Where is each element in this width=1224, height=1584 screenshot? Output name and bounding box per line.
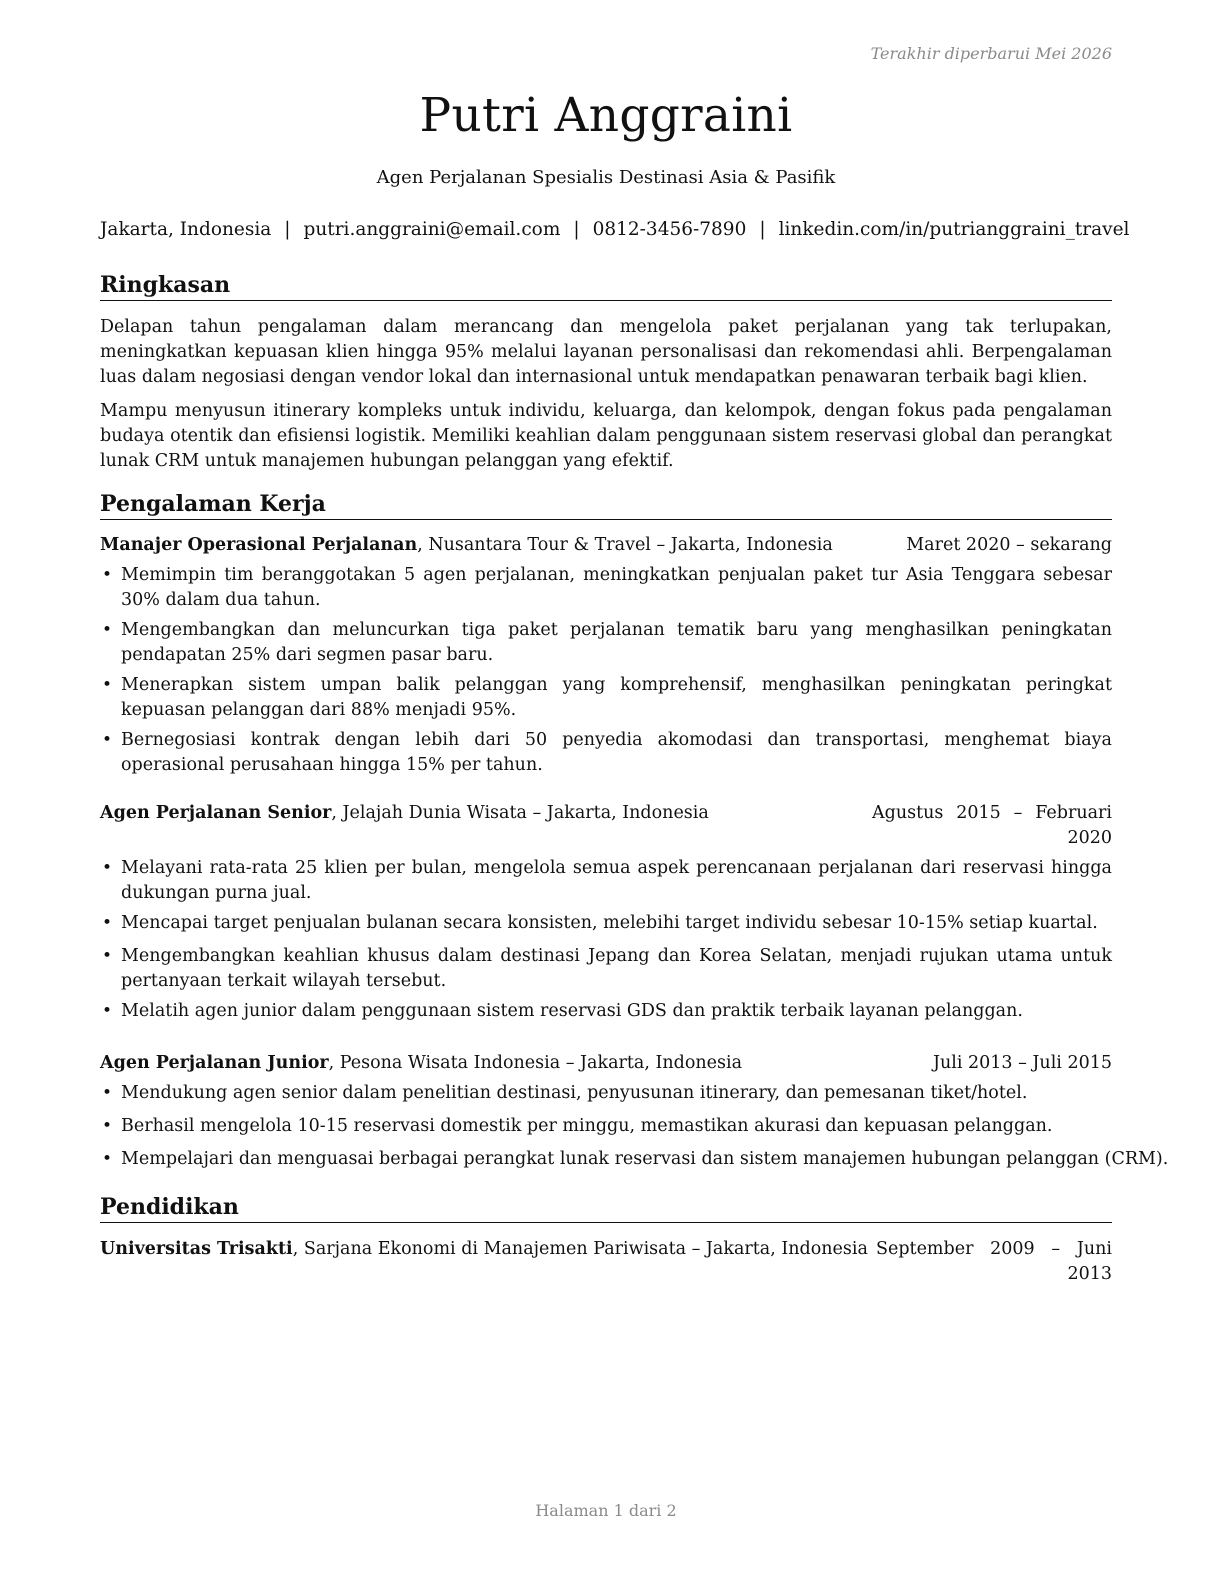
list-item: • Berhasil mengelola 10-15 reservasi domestik per minggu, memastikan akurasi dan kepuasan pelanggan. bbox=[100, 1114, 1112, 1139]
list-item: • Mengembangkan keahlian khusus dalam destinasi Jepang dan Korea Selatan, menjadi rujukan utama untuk pertanyaan terkait wilayah tersebut. bbox=[100, 944, 1112, 994]
job-dates: Maret 2020 – sekarang bbox=[906, 535, 1112, 555]
job-header bbox=[100, 533, 1112, 558]
list-item: • Melayani rata-rata 25 klien per bulan, mengelola semua aspek perencanaan perjalanan dari reservasi hingga dukungan purna jual. bbox=[100, 856, 1112, 906]
last-updated-note: Terakhir diperbarui Mei 2026 bbox=[870, 44, 1112, 63]
candidate-name: Putri Anggraini bbox=[419, 88, 793, 143]
section-heading-experience: Pengalaman Kerja bbox=[100, 490, 1112, 520]
job-bullet-list bbox=[100, 856, 1112, 1024]
contact-location: Jakarta, Indonesia bbox=[100, 219, 272, 240]
education-dates: September 2009 – Juni 2013 bbox=[876, 1239, 1112, 1284]
job-organization: , Pesona Wisata Indonesia – Jakarta, Indonesia bbox=[328, 1053, 743, 1073]
job-organization: , Jelajah Dunia Wisata – Jakarta, Indonesia bbox=[331, 803, 709, 823]
education-degree: , Sarjana Ekonomi di Manajemen Pariwisata – Jakarta, Indonesia bbox=[292, 1239, 868, 1259]
list-item: • Mempelajari dan menguasai berbagai perangkat lunak reservasi dan sistem manajemen hubungan pelanggan (CRM). bbox=[100, 1147, 1112, 1172]
job-bullet-list bbox=[100, 1081, 1169, 1172]
list-item: • Mencapai target penjualan bulanan secara konsisten, melebihi target individu sebesar 10-15% setiap kuartal. bbox=[100, 911, 1112, 936]
section-heading-education: Pendidikan bbox=[100, 1193, 1112, 1223]
section-heading-summary: Ringkasan bbox=[100, 271, 1112, 301]
resume-page bbox=[100, 0, 1169, 1584]
list-item: • Menerapkan sistem umpan balik pelanggan yang komprehensif, menghasilkan peningkatan peringkat kepuasan pelanggan dari 88% menjadi 95%. bbox=[100, 673, 1112, 723]
job-title: Agen Perjalanan Senior bbox=[100, 803, 332, 823]
contact-line bbox=[100, 219, 1130, 240]
education-entry bbox=[100, 1237, 1112, 1284]
job-organization: , Nusantara Tour & Travel – Jakarta, Indonesia bbox=[417, 535, 833, 555]
candidate-headline: Agen Perjalanan Spesialis Destinasi Asia & Pasifik bbox=[376, 167, 836, 188]
contact-separator: | bbox=[573, 219, 580, 240]
summary-paragraph: Delapan tahun pengalaman dalam merancang dan mengelola paket perjalanan yang tak terlupakan, meningkatkan kepuasan klien hingga 95% melalui layanan personalisasi dan rekomendasi ahli. Berpengalaman luas dalam negosiasi dengan vendor lokal dan internasional untuk mendapatkan penawaran terbaik bagi klien. bbox=[100, 317, 1112, 387]
contact-linkedin[interactable]: linkedin.com/in/putrianggraini_travel bbox=[778, 219, 1130, 240]
contact-email[interactable]: putri.anggraini@email.com bbox=[303, 219, 561, 240]
page-number: Halaman 1 dari 2 bbox=[535, 1501, 677, 1520]
summary-paragraph: Mampu menyusun itinerary kompleks untuk individu, keluarga, dan kelompok, dengan fokus pada pengalaman budaya otentik dan efisiensi logistik. Memiliki keahlian dalam penggunaan sistem reservasi global dan perangkat lunak CRM untuk manajemen hubungan pelanggan yang efektif. bbox=[100, 401, 1112, 471]
contact-phone[interactable]: 0812-3456-7890 bbox=[592, 219, 747, 240]
list-item: • Melatih agen junior dalam penggunaan sistem reservasi GDS dan praktik terbaik layanan pelanggan. bbox=[100, 999, 1112, 1024]
job-title: Manajer Operasional Perjalanan bbox=[100, 535, 418, 555]
contact-separator: | bbox=[759, 219, 766, 240]
contact-separator: | bbox=[284, 219, 291, 240]
education-school: Universitas Trisakti bbox=[100, 1239, 293, 1259]
list-item: • Memimpin tim beranggotakan 5 agen perjalanan, meningkatkan penjualan paket tur Asia Tenggara sebesar 30% dalam dua tahun. bbox=[100, 563, 1112, 613]
job-dates: Agustus 2015 – Februari 2020 bbox=[872, 803, 1112, 848]
job-dates: Juli 2013 – Juli 2015 bbox=[932, 1053, 1112, 1073]
list-item: • Mendukung agen senior dalam penelitian destinasi, penyusunan itinerary, dan pemesanan tiket/hotel. bbox=[100, 1081, 1112, 1106]
list-item: • Bernegosiasi kontrak dengan lebih dari 50 penyedia akomodasi dan transportasi, menghemat biaya operasional perusahaan hingga 15% per tahun. bbox=[100, 728, 1112, 778]
job-bullet-list bbox=[100, 563, 1112, 778]
job-header bbox=[100, 1051, 1112, 1076]
job-header bbox=[100, 801, 1112, 848]
job-title: Agen Perjalanan Junior bbox=[100, 1053, 329, 1073]
list-item: • Mengembangkan dan meluncurkan tiga paket perjalanan tematik baru yang menghasilkan peningkatan pendapatan 25% dari segmen pasar baru. bbox=[100, 618, 1112, 668]
